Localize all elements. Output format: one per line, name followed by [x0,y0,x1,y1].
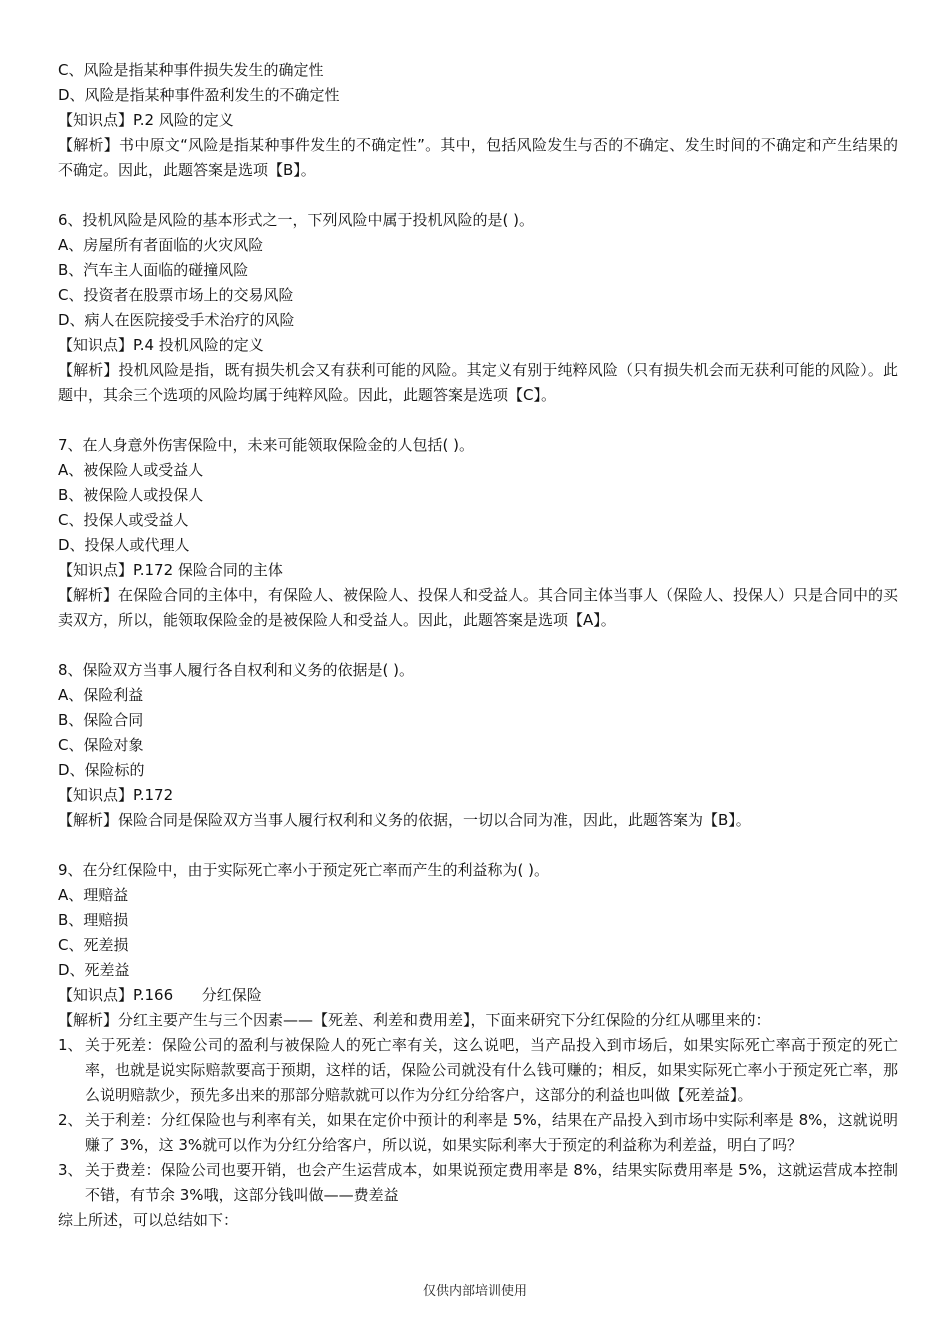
q9-point-expense-margin [58,1158,898,1208]
page-footer: 仅供内部培训使用 [422,1284,527,1299]
list-number: 3、 [58,1161,83,1179]
list-text: 关于费差：保险公司也要开销，也会产生运营成本，如果说预定费用率是 8%，结果实际费用率是 5%，这就运营成本控制不错，有节余 3%哦，这部分钱叫做——费差益 [85,1161,898,1204]
q8-knowledge-point: 【知识点】P.172 [58,786,174,804]
q9-point-death-margin [58,1033,898,1108]
list-text: 关于利差：分红保险也与利率有关，如果在定价中预计的利率是 5%，结果在产品投入到市场中实际利率是 8%，这就说明赚了 3%，这 3%就可以作为分红分给客户，所以说，如果实际利率大于预定的利益称为利差益，明白了吗？ [85,1111,898,1154]
q5-option-c: C、风险是指某种事件损失发生的确定性 [58,61,324,79]
spacer [58,183,898,208]
spacer [58,833,898,858]
q6-option-b: B、汽车主人面临的碰撞风险 [58,261,249,279]
q6-option-c: C、投资者在股票市场上的交易风险 [58,286,294,304]
q7-option-b: B、被保险人或投保人 [58,486,204,504]
q7-knowledge-point: 【知识点】P.172 保险合同的主体 [58,561,283,579]
q8-question: 8、保险双方当事人履行各自权利和义务的依据是( )。 [58,661,415,679]
q8-option-a: A、保险利益 [58,686,144,704]
q5-analysis: 【解析】书中原文“风险是指某种事件发生的不确定性”。其中，包括风险发生与否的不确定、发生时间的不确定和产生结果的不确定。因此，此题答案是选项【B】。 [58,136,898,179]
q7-question: 7、在人身意外伤害保险中，未来可能领取保险金的人包括( )。 [58,436,475,454]
list-text: 关于死差：保险公司的盈利与被保险人的死亡率有关，这么说吧，当产品投入到市场后，如果实际死亡率高于预定的死亡率，也就是说实际赔款要高于预期，这样的话，保险公司就没有什么钱可赚的；相反，如果实际死亡率小于预定死亡率，那么说明赔款少，预先多出来的那部分赔款就可以作为分红分给客户，这部分的利益也叫做【死差益】。 [85,1036,898,1104]
q6-option-d: D、病人在医院接受手术治疗的风险 [58,311,295,329]
q8-option-d: D、保险标的 [58,761,145,779]
q7-option-d: D、投保人或代理人 [58,536,190,554]
list-number: 2、 [58,1111,83,1129]
q9-question: 9、在分红保险中，由于实际死亡率小于预定死亡率而产生的利益称为( )。 [58,861,550,879]
q9-knowledge-point: 【知识点】P.166 分红保险 [58,986,262,1004]
q9-option-d: D、死差益 [58,961,130,979]
q8-option-b: B、保险合同 [58,711,144,729]
document-page [58,58,898,1233]
q6-analysis: 【解析】投机风险是指，既有损失机会又有获利可能的风险。其定义有别于纯粹风险（只有损失机会而无获利可能的风险）。此题中，其余三个选项的风险均属于纯粹风险。因此，此题答案是选项【C】。 [58,361,898,404]
q7-option-c: C、投保人或受益人 [58,511,189,529]
q6-knowledge-point: 【知识点】P.4 投机风险的定义 [58,336,264,354]
q8-option-c: C、保险对象 [58,736,144,754]
spacer [58,408,898,433]
q5-option-d: D、风险是指某种事件盈利发生的不确定性 [58,86,340,104]
q8-analysis: 【解析】保险合同是保险双方当事人履行权利和义务的依据，一切以合同为准，因此，此题答案为【B】。 [58,811,751,829]
q7-analysis: 【解析】在保险合同的主体中，有保险人、被保险人、投保人和受益人。其合同主体当事人（保险人、投保人）只是合同中的买卖双方，所以，能领取保险金的是被保险人和受益人。因此，此题答案是选项【A】。 [58,586,899,629]
q9-analysis-intro: 【解析】分红主要产生与三个因素——【死差、利差和费用差】，下面来研究下分红保险的分红从哪里来的： [58,1011,771,1029]
q9-summary: 综上所述，可以总结如下： [58,1211,239,1229]
q9-point-interest-margin [58,1108,898,1158]
q9-option-a: A、理赔益 [58,886,129,904]
spacer [58,633,898,658]
q9-option-b: B、理赔损 [58,911,129,929]
q6-question: 6、投机风险是风险的基本形式之一，下列风险中属于投机风险的是( )。 [58,211,535,229]
q7-option-a: A、被保险人或受益人 [58,461,204,479]
q9-option-c: C、死差损 [58,936,129,954]
list-number: 1、 [58,1036,83,1054]
q5-knowledge-point: 【知识点】P.2 风险的定义 [58,111,234,129]
q6-option-a: A、房屋所有者面临的火灾风险 [58,236,264,254]
